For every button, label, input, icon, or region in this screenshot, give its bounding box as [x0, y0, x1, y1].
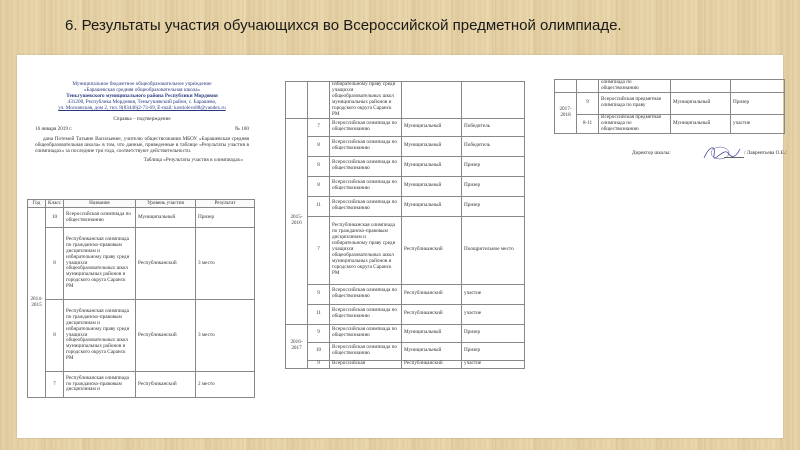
cell-name: Республиканская олимпиада по гражданско-правовым дисциплинам и избирательному праву среди учащихся общеобразовательных школ муниципальных районов и городского округа Саранск РМ — [64, 300, 136, 372]
col-class: Класс — [46, 200, 64, 208]
cell-level: Республиканский — [136, 300, 196, 372]
cell-class: 7 — [308, 118, 330, 136]
letter-body: дана Потемой Татьяне Васильевне, учителю обществознания МБОУ «Барашевская средняя общеобразовательная школа» в том, что данные, приведенные в таблице «Результаты участия в олимпиадах» за последние три года, соответствуют действительности. — [35, 135, 249, 154]
cell-year: 2016-2017 — [286, 324, 308, 368]
cell-year: 2017-2018 — [555, 92, 577, 133]
certificate-heading: Справка – подтверждение — [113, 115, 171, 122]
cell-level: Муниципальный — [402, 118, 462, 136]
table-row — [286, 118, 525, 136]
table-row — [28, 300, 255, 372]
cell-result: 2 место — [196, 372, 255, 398]
results-table-2 — [285, 81, 525, 369]
cell-name: Всероссийская — [330, 360, 402, 368]
cell-name: Всероссийская олимпиада по обществознанию — [330, 118, 402, 136]
cell-name: олимпиада по обществознанию — [599, 80, 671, 93]
col-level: Уровень участия — [136, 200, 196, 208]
table-row — [28, 372, 255, 398]
letterhead-line: ул. Московская, дом 2, тел. 8(83446)2-73-69, E-mail: kostiolevs88@yandex.ru — [58, 104, 226, 111]
cell-name: Республиканская олимпиада по гражданско-правовым дисциплинам и избирательному праву среди учащихся общеобразовательных школ муниципальных районов и городского округа Саранск РМ — [64, 228, 136, 300]
table-row — [555, 80, 785, 93]
cell-level: Муниципальный — [671, 92, 731, 114]
cell-class: 9 — [308, 360, 330, 368]
col-name: Название — [64, 200, 136, 208]
cell-name: Всероссийская олимпиада по обществознанию — [330, 196, 402, 216]
letterhead-line: 431200, Республика Мордовия, Теньгушевский район, с. Барашево, — [67, 98, 217, 105]
table-caption: Таблица «Результаты участия в олимпиадах» — [143, 156, 243, 163]
cell-name: Всероссийская олимпиада по обществознанию — [330, 342, 402, 360]
table-row — [28, 228, 255, 300]
cell-name: Республиканская олимпиада по гражданско-правовым дисциплинам и — [64, 372, 136, 398]
table-row — [286, 304, 525, 324]
cell-level: Республиканский — [136, 228, 196, 300]
cell-result: Призер — [462, 324, 525, 342]
cell-class: 7 — [46, 372, 64, 398]
cell-name: избирательному праву среди учащихся общеобразовательных школ муниципальных районов и городского округа Саранск РМ — [330, 82, 402, 119]
cell-class: 8 — [308, 176, 330, 196]
col-result: Результат — [196, 200, 255, 208]
cell-class — [577, 80, 599, 93]
table-row — [286, 284, 525, 304]
cell-level: Муниципальный — [671, 114, 731, 133]
table-row — [555, 92, 785, 114]
ref-number: № 100 — [234, 125, 249, 132]
cell-result: Призер — [731, 92, 785, 114]
cell-level: Муниципальный — [136, 208, 196, 228]
cell-class: 8 — [308, 156, 330, 176]
cell-level — [671, 80, 731, 93]
results-table-3 — [554, 79, 785, 134]
table-row — [28, 208, 255, 228]
cell-result: 3 место — [196, 228, 255, 300]
table-row — [286, 136, 525, 156]
cell-level: Муниципальный — [402, 324, 462, 342]
table-row — [286, 156, 525, 176]
cell-level: Муниципальный — [402, 342, 462, 360]
cell-class: 8 — [46, 300, 64, 372]
cell-class: 8 — [46, 228, 64, 300]
slide-title: 6. Результаты участия обучающихся во Всероссийской предметной олимпиаде. — [65, 17, 622, 34]
cell-year — [286, 82, 308, 119]
cell-year: 2015-2016 — [286, 118, 308, 324]
cell-class: 11 — [308, 196, 330, 216]
signature-icon — [702, 143, 742, 163]
cell-name: Всероссийская олимпиада по обществознанию — [64, 208, 136, 228]
cell-class: 8 — [308, 136, 330, 156]
cell-result: Призер — [462, 196, 525, 216]
table-row — [286, 196, 525, 216]
signature-block — [632, 145, 792, 165]
letterhead-line: «Барашевская средняя общеобразовательная школа» — [83, 86, 201, 93]
cell-class: 7 — [308, 216, 330, 284]
ref-date: 16 января 2019 г. — [35, 125, 73, 132]
cell-year: 2014-2015 — [28, 208, 46, 398]
cell-level: Муниципальный — [402, 196, 462, 216]
cell-level: Республиканский — [402, 216, 462, 284]
cell-result: участие — [462, 284, 525, 304]
cell-result: участие — [462, 304, 525, 324]
cell-class: 11 — [308, 304, 330, 324]
cell-name: Всероссийская олимпиада по обществознанию — [330, 304, 402, 324]
cell-result: Победитель — [462, 118, 525, 136]
cell-result: Поощрительное место — [462, 216, 525, 284]
cell-name: Всероссийская предметная олимпиада по праву — [599, 92, 671, 114]
letterhead-line: Теньгушевского муниципального района Республики Мордовия — [66, 92, 218, 99]
letterhead-line: Муниципальное бюджетное общеобразовательное учреждение — [72, 81, 212, 87]
cell-class: 9 — [577, 92, 599, 114]
cell-result: Победитель — [462, 136, 525, 156]
cell-result: Призер — [196, 208, 255, 228]
signature-line — [724, 157, 744, 158]
letterhead — [27, 82, 257, 112]
cell-class: 9 — [308, 324, 330, 342]
cell-name: Всероссийская предметная олимпиада по обществознанию — [599, 114, 671, 133]
table-row — [286, 360, 525, 368]
cell-result: Призер — [462, 176, 525, 196]
cell-level: Республиканский — [136, 372, 196, 398]
cell-level — [402, 82, 462, 119]
col-year: Год — [28, 200, 46, 208]
table-row — [286, 216, 525, 284]
results-table-1 — [27, 199, 255, 398]
cell-result — [462, 82, 525, 119]
cell-level: Республиканский — [402, 360, 462, 368]
cell-result: участие — [462, 360, 525, 368]
cell-class: 8-11 — [577, 114, 599, 133]
director-label: Директор школы: — [632, 150, 671, 156]
cell-class: 9 — [308, 284, 330, 304]
cell-name: Республиканская олимпиада по гражданско-правовым дисциплинам и избирательному праву среди учащихся общеобразовательных школ муниципальных районов и городского округа Саранск РМ — [330, 216, 402, 284]
cell-name: Всероссийская олимпиада по обществознанию — [330, 284, 402, 304]
director-name: / Лаврентьева О.Е./ — [744, 150, 787, 156]
cell-level: Муниципальный — [402, 176, 462, 196]
ref-row — [27, 127, 257, 133]
cell-class — [308, 82, 330, 119]
cell-result: Призер — [462, 342, 525, 360]
cell-level: Муниципальный — [402, 156, 462, 176]
cell-name: Всероссийская олимпиада по обществознанию — [330, 156, 402, 176]
cell-class: 10 — [46, 208, 64, 228]
cell-result: 3 место — [196, 300, 255, 372]
table-row — [555, 114, 785, 133]
cell-result: участие — [731, 114, 785, 133]
table-row — [286, 176, 525, 196]
cell-name: Всероссийская олимпиада по обществознанию — [330, 324, 402, 342]
table-row — [286, 324, 525, 342]
table-header-row — [28, 200, 255, 208]
cell-class: 10 — [308, 342, 330, 360]
cell-name: Всероссийская олимпиада по обществознанию — [330, 176, 402, 196]
cell-level: Муниципальный — [402, 136, 462, 156]
letter — [27, 82, 257, 164]
cell-result — [731, 80, 785, 93]
cell-year — [555, 80, 577, 93]
table-row — [286, 82, 525, 119]
table-row — [286, 342, 525, 360]
cell-name: Всероссийская олимпиада по обществознанию — [330, 136, 402, 156]
cell-level: Республиканский — [402, 304, 462, 324]
document-sheet — [17, 55, 787, 438]
cell-level: Республиканский — [402, 284, 462, 304]
cell-result: Призер — [462, 156, 525, 176]
